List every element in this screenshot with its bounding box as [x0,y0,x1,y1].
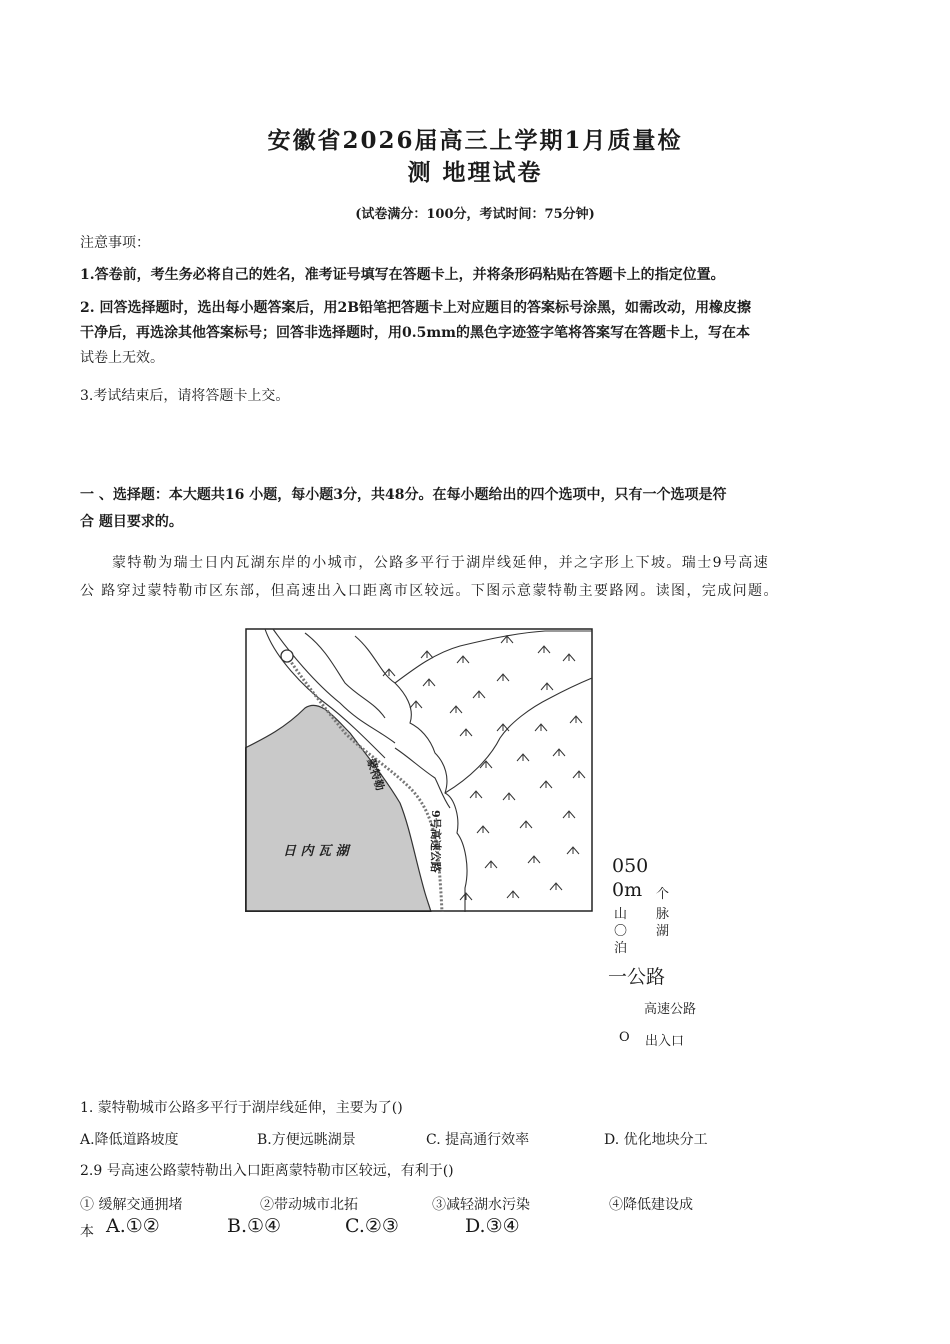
scale-text-a: 050 [612,855,649,877]
notes-heading: 注意事项： [80,235,150,251]
city-label: 蒙特勒 [364,756,387,793]
exit-marker [281,650,293,662]
note-item-3: 3.考试结束后，请将答题卡上交。 [80,388,290,404]
note-item-1: 1.答卷前，考生务必将自己的姓名，准考证号填写在答题卡上，并将条形码粘贴在答题卡上的指定位置。 [80,267,725,283]
question-2-statement-4-cont: 本 [80,1224,94,1240]
question-2-statement-1: ① 缓解交通拥堵 [80,1197,183,1213]
question-1-option-d: D. 优化地块分工 [604,1132,708,1148]
road-network-map [245,628,593,912]
legend-lake: 湖 [656,924,670,939]
question-2-stem: 2.9 号高速公路蒙特勒出入口距离蒙特勒市区较远，有利于() [80,1163,454,1179]
legend-exit-symbol: O [619,1030,630,1045]
question-2-option-b: B.①④ [227,1215,282,1237]
question-2-option-d: D.③④ [465,1215,520,1237]
legend-po: 泊 [614,941,628,956]
legend-exit: 出入口 [645,1034,685,1049]
page-title: 安徽省2026届高三上学期1月质量检 [267,127,683,154]
scale-text-b: 0m [612,879,643,901]
question-2-statement-3: ③减轻湖水污染 [432,1197,530,1213]
legend-mountain: 山 [614,907,628,922]
road-line [395,748,450,808]
note-item-2-line2: 干净后，再选涂其他答案标号；回答非选择题时，用0.5mm的黑色字迹签字笔将答案写在答题卡上，写在本 [80,325,750,341]
note-item-2-line1: 2. 回答选择题时，选出每小题答案后，用2B铅笔把答题卡上对应题目的答案标号涂黑，如需改动，用橡皮擦 [80,300,752,316]
passage-line2: 公 路穿过蒙特勒市区东部，但高速出入口距离市区较远。下图示意蒙特勒主要路网。读图，完成问题。 [80,583,779,599]
legend-circle: 〇 [614,924,628,939]
page-title-line2: 测 地理试卷 [407,159,543,186]
question-1-option-a: A.降低道路坡度 [80,1132,179,1148]
question-2-statement-2: ②带动城市北拓 [260,1197,358,1213]
lake-label: 日 内 瓦 湖 [283,844,349,859]
legend-vein: 脉 [656,907,670,922]
exam-info: (试卷满分：100分，考试时间：75分钟) [355,207,595,222]
legend-ge: 个 [656,887,670,902]
section-heading-line1: 一 、选择题：本大题共16 小题，每小题3分，共48分。在每小题给出的四个选项中，只有一个选项是符 [80,487,727,503]
question-2-option-c: C.②③ [345,1215,399,1237]
note-item-2-line3: 试卷上无效。 [80,350,164,366]
question-1-option-c: C. 提高通行效率 [426,1132,530,1148]
question-1-option-b: B.方便远眺湖景 [257,1132,356,1148]
passage-line1: 蒙特勒为瑞士日内瓦湖东岸的小城市，公路多平行于湖岸线延伸，并之字形上下坡。瑞士9号高速 [112,555,770,571]
question-2-option-a: A.①② [106,1215,160,1237]
lake-area [245,705,431,912]
legend-highway: 高速公路 [644,1002,697,1017]
highway-label: 9号高速公路 [429,810,442,873]
question-1-stem: 1. 蒙特勒城市公路多平行于湖岸线延伸，主要为了() [80,1100,403,1116]
section-heading-line2: 合 题目要求的。 [80,514,183,530]
legend-road: 一公路 [608,966,666,988]
question-2-statement-4: ④降低建设成 [609,1197,693,1213]
